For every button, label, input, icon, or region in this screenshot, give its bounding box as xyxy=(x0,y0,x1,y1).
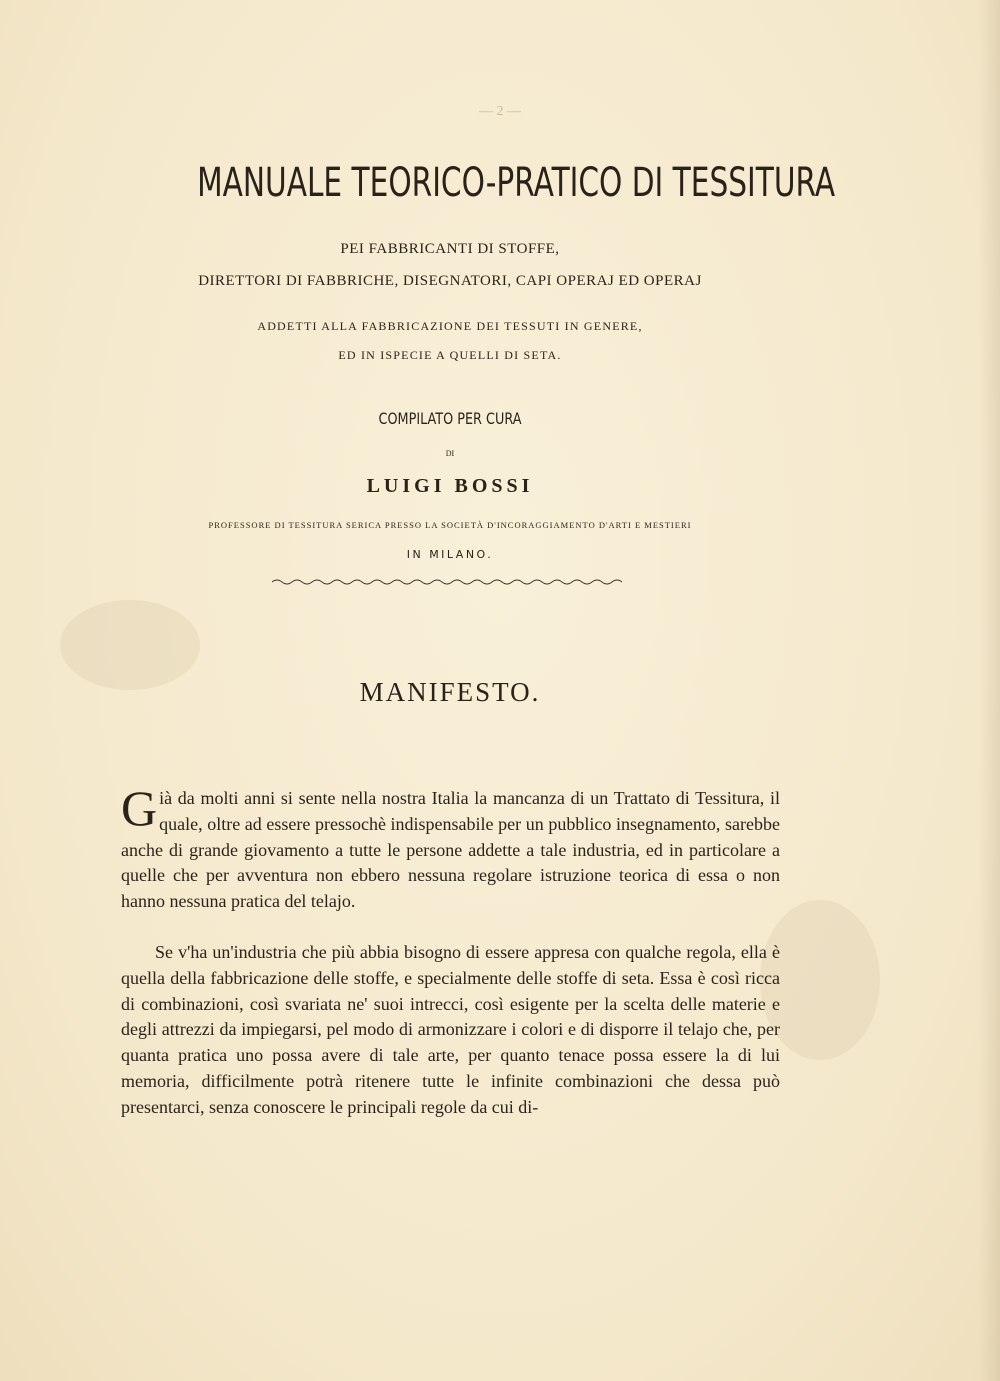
ornamental-divider xyxy=(272,575,627,589)
author-title: PROFESSORE DI TESSITURA SERICA PRESSO LA SOCIETÀ D'INCORAGGIAMENTO D'ARTI E MESTIERI xyxy=(208,520,692,530)
subtitle-line-2: DIRETTORI DI FABBRICHE, DISEGNATORI, CAPI OPERAJ ED OPERAJ xyxy=(198,273,702,289)
paragraph-2: Se v'ha un'industria che più abbia bisogno di essere appresa con qualche regola, ella è quella della fabbricazione delle stoffe, e specialmente delle stoffe di seta. Essa è così ricca di combinazioni, così svariata ne' suoi intrecci, così esigente per la scelta delle materie e degli attrezzi da impiegarsi, pel modo di armonizzare i colori e di disporre il telajo che, per quanta pratica uno possa avere di tale arte, per quanto tenace possa essere la di lui memoria, difficilmente potrà ritenere tutte le infinite combinazioni che dessa può presentarci, senza conoscere le principali regole da cui di- xyxy=(121,942,780,1117)
page-edge-shadow xyxy=(978,0,1000,1381)
author-name: LUIGI BOSSI xyxy=(366,475,534,497)
drop-cap: G xyxy=(121,780,158,836)
paragraph-1-text: ià da molti anni si sente nella nostra Italia la mancanza di un Trattato di Tessitura, il quale, oltre ad essere pressochè indispensabile per un pubblico insegnamento, sarebbe anche di grande giovamento a tutte le persone addette a tale industria, ed in particolare a quelle che per avventura non ebbero nessuna regolare istruzione teorica di essa o non hanno nessuna pratica del telajo. xyxy=(121,788,780,912)
paragraph-1 xyxy=(121,780,780,915)
page-number-mark: — 2 — xyxy=(479,104,521,119)
document-title: MANUALE TEORICO-PRATICO DI TESSITURA xyxy=(197,160,836,206)
compiled-by-label: COMPILATO PER CURA xyxy=(378,409,522,428)
subtitle-line-1: PEI FABBRICANTI DI STOFFE, xyxy=(340,241,560,257)
section-heading: MANIFESTO. xyxy=(359,677,541,707)
subtitle-line-3: ADDETTI ALLA FABBRICAZIONE DEI TESSUTI IN GENERE, xyxy=(257,319,643,333)
city-line: IN MILANO. xyxy=(406,548,494,561)
by-label: DI xyxy=(445,449,455,458)
subtitle-line-4: ED IN ISPECIE A QUELLI DI SETA. xyxy=(338,348,562,362)
paper-stain xyxy=(60,600,200,690)
